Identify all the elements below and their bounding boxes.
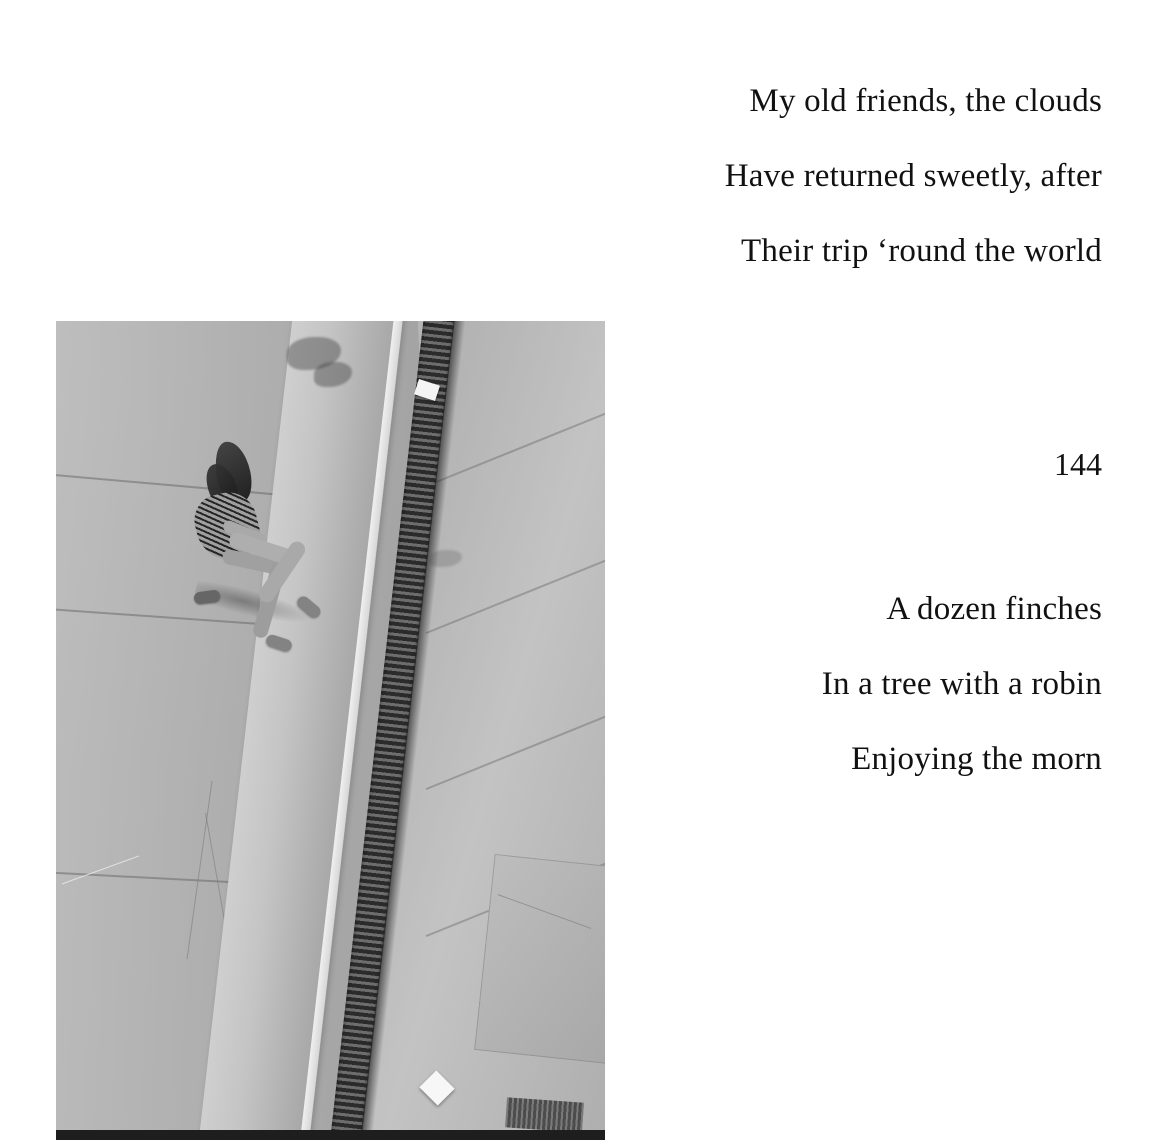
pavement-patch [474,853,605,1066]
stanza-two [482,572,1102,813]
page-number: 144 [1054,446,1102,482]
poem-line: A dozen finches [886,591,1102,627]
poem-line: My old friends, the clouds [749,83,1102,119]
floor-grille [505,1097,584,1132]
poem-line: Enjoying the morn [851,741,1102,777]
poem-line: Have returned sweetly, after [724,158,1102,194]
photo-bottom-band [56,1130,605,1140]
poem-line: In a tree with a robin [821,666,1102,702]
stanza-one [482,64,1102,305]
poem-line: Their trip ‘round the world [741,233,1102,269]
seated-person [188,441,338,641]
